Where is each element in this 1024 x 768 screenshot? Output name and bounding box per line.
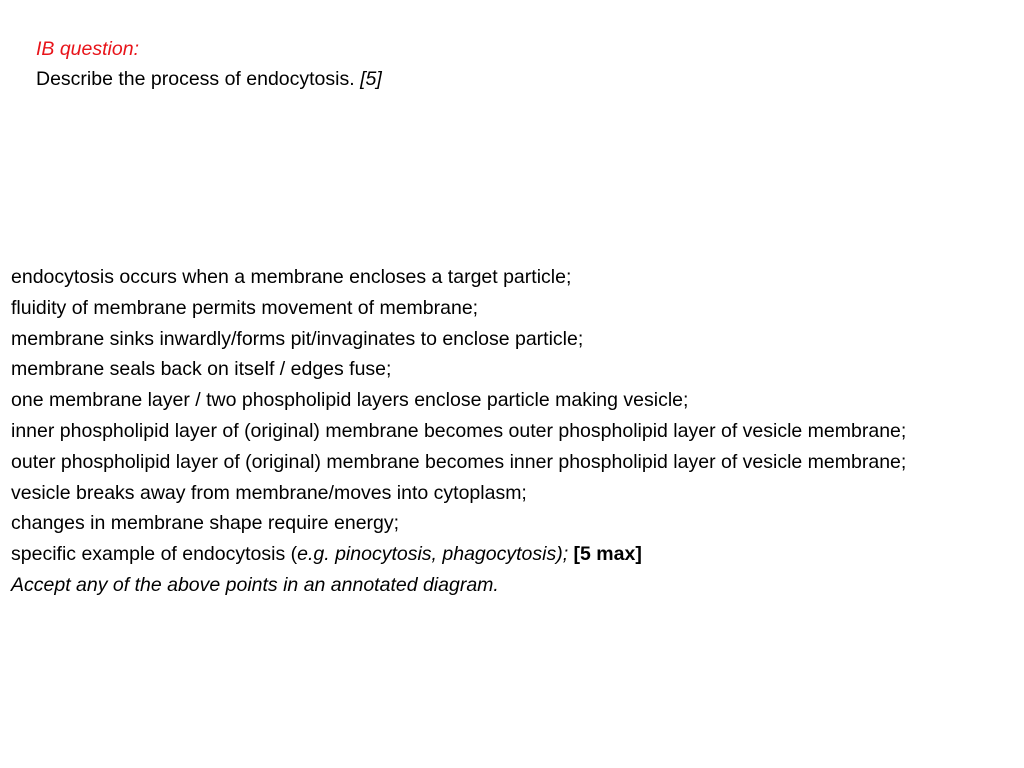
max-marks: [5 max] [573, 543, 642, 566]
answer-point: membrane sinks inwardly/forms pit/invaginates to enclose particle; [11, 327, 584, 350]
question-line [36, 64, 382, 94]
answer-example-line [11, 539, 1001, 570]
answer-point: inner phospholipid layer of (original) membrane becomes outer phospholipid layer of vesicle membrane; [11, 419, 907, 442]
answer-point: fluidity of membrane permits movement of membrane; [11, 296, 479, 319]
answer-point: membrane seals back on itself / edges fuse; [11, 358, 392, 381]
question-label: IB question: [36, 38, 139, 60]
answer-point: one membrane layer / two phospholipid layers enclose particle making vesicle; [11, 389, 689, 412]
question-text: Describe the process of endocytosis. [36, 68, 361, 90]
answer-point: endocytosis occurs when a membrane encloses a target particle; [11, 266, 572, 288]
example-list: e.g. pinocytosis, phagocytosis); [297, 543, 569, 566]
markscheme-answer [11, 262, 1001, 601]
answer-note: Accept any of the above points in an annotated diagram. [11, 573, 499, 596]
answer-point: changes in membrane shape require energy; [11, 512, 400, 535]
question-block [36, 34, 382, 94]
answer-point: vesicle breaks away from membrane/moves into cytoplasm; [11, 481, 527, 504]
answer-point: outer phospholipid layer of (original) membrane becomes inner phospholipid layer of vesicle membrane; [11, 450, 907, 473]
example-prefix: specific example of endocytosis ( [11, 543, 298, 566]
question-marks: [5] [360, 68, 382, 90]
